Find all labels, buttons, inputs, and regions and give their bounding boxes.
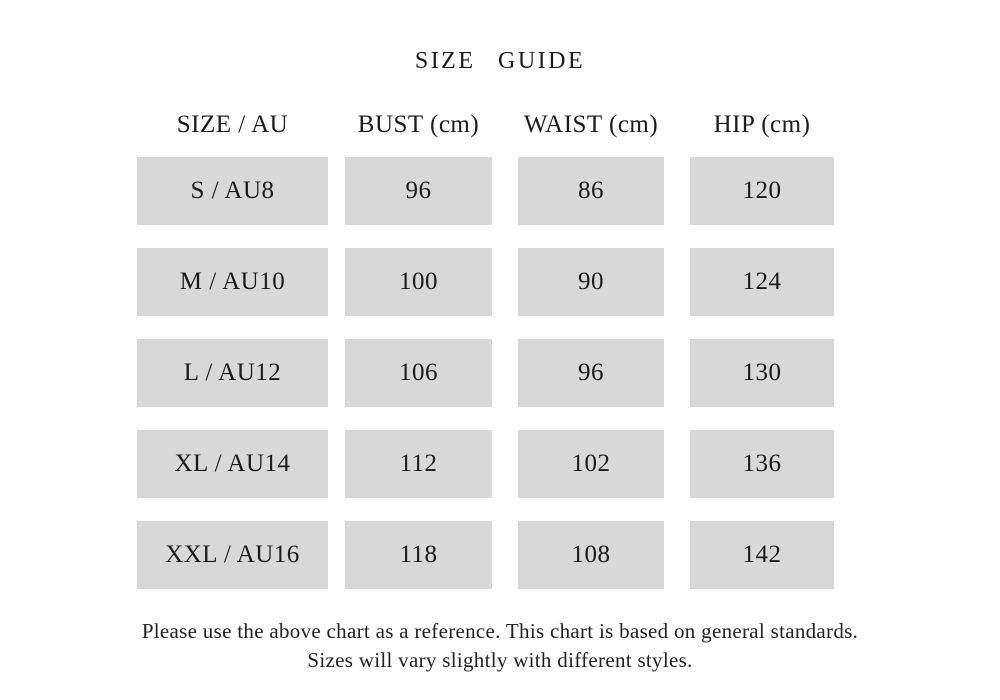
waist-cell: 86 — [518, 157, 664, 225]
waist-cell: 102 — [518, 430, 664, 498]
table-row — [137, 339, 834, 407]
bust-cell: 106 — [345, 339, 492, 407]
bust-cell: 96 — [345, 157, 492, 225]
hip-cell: 124 — [690, 248, 834, 316]
waist-cell: 108 — [518, 521, 664, 589]
waist-cell: 90 — [518, 248, 664, 316]
size-cell: L / AU12 — [137, 339, 328, 407]
size-cell: XXL / AU16 — [137, 521, 328, 589]
bust-cell: 100 — [345, 248, 492, 316]
size-guide-table — [137, 98, 834, 612]
bust-cell: 112 — [345, 430, 492, 498]
table-row — [137, 248, 834, 316]
disclaimer-note — [0, 617, 1000, 675]
hip-cell: 136 — [690, 430, 834, 498]
table-header-row — [137, 98, 834, 151]
hip-cell: 120 — [690, 157, 834, 225]
column-header-waist: WAIST (cm) — [523, 110, 659, 138]
size-cell: S / AU8 — [137, 157, 328, 225]
hip-cell: 130 — [690, 339, 834, 407]
waist-cell: 96 — [518, 339, 664, 407]
table-row — [137, 157, 834, 225]
column-header-bust: BUST (cm) — [357, 110, 480, 138]
table-row — [137, 521, 834, 589]
table-row — [137, 430, 834, 498]
hip-cell: 142 — [690, 521, 834, 589]
disclaimer-line-2: Sizes will vary slightly with different styles. — [307, 648, 693, 672]
disclaimer-line-1: Please use the above chart as a reference. This chart is based on general standards. — [141, 619, 859, 643]
page-title: SIZE GUIDE — [414, 48, 586, 74]
column-header-hip: HIP (cm) — [713, 110, 811, 138]
size-cell: XL / AU14 — [137, 430, 328, 498]
bust-cell: 118 — [345, 521, 492, 589]
size-cell: M / AU10 — [137, 248, 328, 316]
column-header-size: SIZE / AU — [176, 110, 289, 138]
